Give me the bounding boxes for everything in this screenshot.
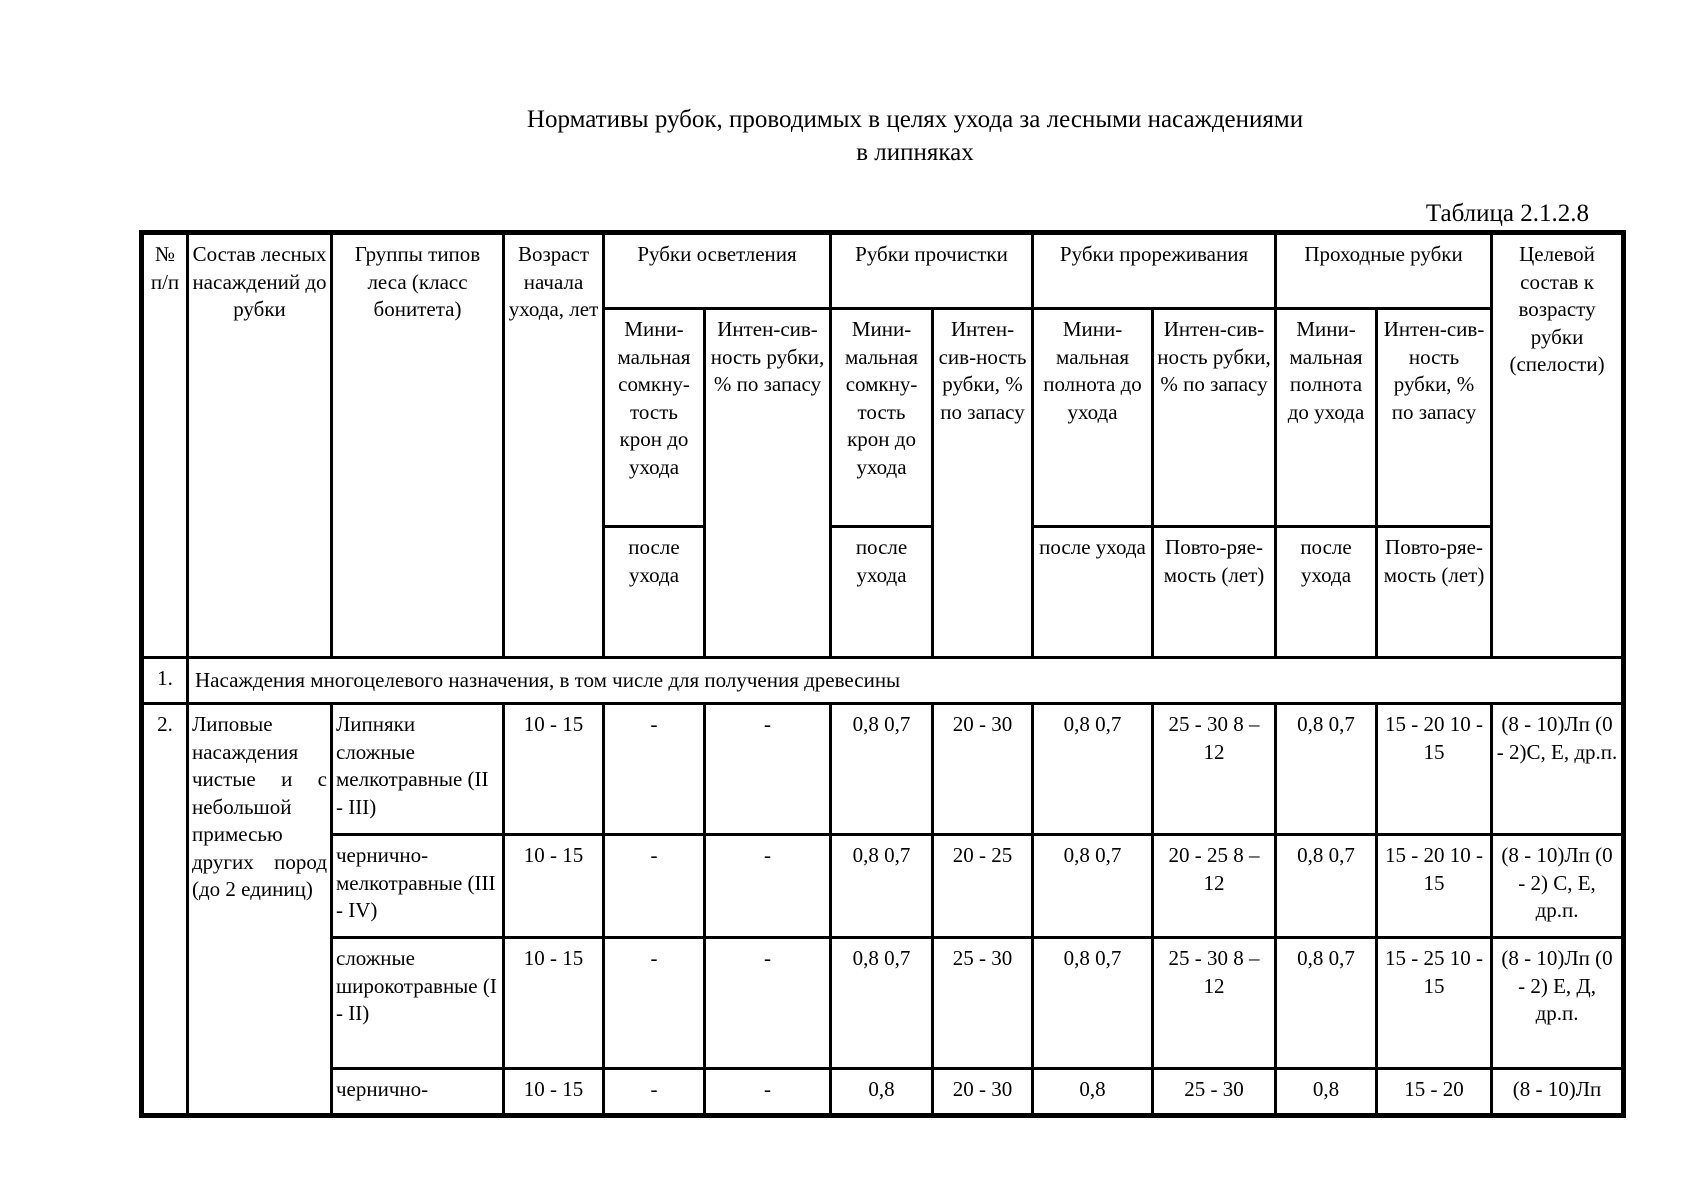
pass-min-cell: 0,8 — [1276, 1069, 1377, 1115]
forest-type-cell: чернично- — [332, 1069, 504, 1115]
thin-int-cell: 25 - 30 — [1153, 1069, 1276, 1115]
clear-min-cell: - — [604, 1069, 705, 1115]
pass-int-cell: 15 - 25 10 - 15 — [1377, 938, 1492, 1069]
header-pass-after: после ухода — [1276, 527, 1377, 658]
row2-composition: Липовые насаждения чистые и с небольшой примесью других пород (до 2 единиц) — [188, 704, 332, 1115]
header-clear-min: Мини-мальная сомкну-тость крон до ухода — [604, 309, 705, 527]
row1-text: Насаждения многоцелевого назначения, в том числе для получения древесины — [188, 658, 1623, 704]
clear-int-cell: - — [705, 938, 831, 1069]
clear-min-cell: - — [604, 835, 705, 938]
header-age: Возраст начала ухода, лет — [504, 234, 604, 658]
clear-int-cell: - — [705, 835, 831, 938]
header-passage: Проходные рубки — [1276, 234, 1492, 309]
header-pass-min: Мини-мальная полнота до ухода — [1276, 309, 1377, 527]
forest-type-cell: Липняки сложные мелкотравные (II - III) — [332, 704, 504, 835]
document-title: Нормативы рубок, проводимых в целях ухода за лесными насаждениями — [526, 106, 1304, 133]
clear-min-cell: - — [604, 704, 705, 835]
clean-int-cell: 20 - 30 — [933, 704, 1033, 835]
header-thin-after: после ухода — [1033, 527, 1153, 658]
header-clearing: Рубки осветления — [604, 234, 831, 309]
thin-min-cell: 0,8 0,7 — [1033, 938, 1153, 1069]
clear-int-cell: - — [705, 1069, 831, 1115]
thin-min-cell: 0,8 — [1033, 1069, 1153, 1115]
age-cell: 10 - 15 — [504, 1069, 604, 1115]
clean-int-cell: 20 - 30 — [933, 1069, 1033, 1115]
clean-min-cell: 0,8 — [831, 1069, 933, 1115]
table-number: Таблица 2.1.2.8 — [1425, 200, 1589, 227]
row2-num: 2. — [143, 704, 188, 1115]
target-cell: (8 - 10)Лп — [1492, 1069, 1623, 1115]
pass-int-cell: 15 - 20 10 - 15 — [1377, 835, 1492, 938]
header-thin-min: Мини-мальная полнота до ухода — [1033, 309, 1153, 527]
clean-int-cell: 25 - 30 — [933, 938, 1033, 1069]
header-clear-after: после ухода — [604, 527, 705, 658]
forest-type-cell: сложные широкотравные (I - II) — [332, 938, 504, 1069]
document-subtitle: в липняках — [856, 139, 974, 166]
target-cell: (8 - 10)Лп (0 - 2) С, Е, др.п. — [1492, 835, 1623, 938]
header-target: Целевой состав к возрасту рубки (спелости) — [1492, 234, 1623, 658]
header-clean-min: Мини-мальная сомкну-тость крон до ухода — [831, 309, 933, 527]
forest-type-cell: чернично-мелкотравные (III - IV) — [332, 835, 504, 938]
clean-int-cell: 20 - 25 — [933, 835, 1033, 938]
header-thin-repeat: Повто-ряе-мость (лет) — [1153, 527, 1276, 658]
header-pass-int: Интен-сив-ность рубки, % по запасу — [1377, 309, 1492, 527]
clear-min-cell: - — [604, 938, 705, 1069]
age-cell: 10 - 15 — [504, 938, 604, 1069]
row1-num: 1. — [143, 658, 188, 704]
pass-min-cell: 0,8 0,7 — [1276, 704, 1377, 835]
pass-int-cell: 15 - 20 10 - 15 — [1377, 704, 1492, 835]
header-cleaning: Рубки прочистки — [831, 234, 1033, 309]
header-clean-int: Интен-сив-ность рубки, % по запасу — [933, 309, 1033, 658]
clean-min-cell: 0,8 0,7 — [831, 938, 933, 1069]
target-cell: (8 - 10)Лп (0 - 2) Е, Д, др.п. — [1492, 938, 1623, 1069]
header-pass-repeat: Повто-ряе-мость (лет) — [1377, 527, 1492, 658]
clean-min-cell: 0,8 0,7 — [831, 835, 933, 938]
pass-int-cell: 15 - 20 — [1377, 1069, 1492, 1115]
target-cell: (8 - 10)Лп (0 - 2)С, Е, др.п. — [1492, 704, 1623, 835]
thin-min-cell: 0,8 0,7 — [1033, 704, 1153, 835]
pass-min-cell: 0,8 0,7 — [1276, 938, 1377, 1069]
norms-table — [141, 232, 1624, 1116]
clear-int-cell: - — [705, 704, 831, 835]
header-num: № п/п — [143, 234, 188, 658]
header-clean-after: после ухода — [831, 527, 933, 658]
thin-min-cell: 0,8 0,7 — [1033, 835, 1153, 938]
clean-min-cell: 0,8 0,7 — [831, 704, 933, 835]
age-cell: 10 - 15 — [504, 704, 604, 835]
thin-int-cell: 25 - 30 8 – 12 — [1153, 938, 1276, 1069]
header-thin-int: Интен-сив-ность рубки, % по запасу — [1153, 309, 1276, 527]
header-forest-type: Группы типов леса (класс бонитета) — [332, 234, 504, 658]
pass-min-cell: 0,8 0,7 — [1276, 835, 1377, 938]
thin-int-cell: 20 - 25 8 – 12 — [1153, 835, 1276, 938]
thin-int-cell: 25 - 30 8 – 12 — [1153, 704, 1276, 835]
header-clear-int: Интен-сив-ность рубки, % по запасу — [705, 309, 831, 658]
age-cell: 10 - 15 — [504, 835, 604, 938]
header-thinning: Рубки прореживания — [1033, 234, 1276, 309]
header-composition: Состав лесных насаждений до рубки — [188, 234, 332, 658]
